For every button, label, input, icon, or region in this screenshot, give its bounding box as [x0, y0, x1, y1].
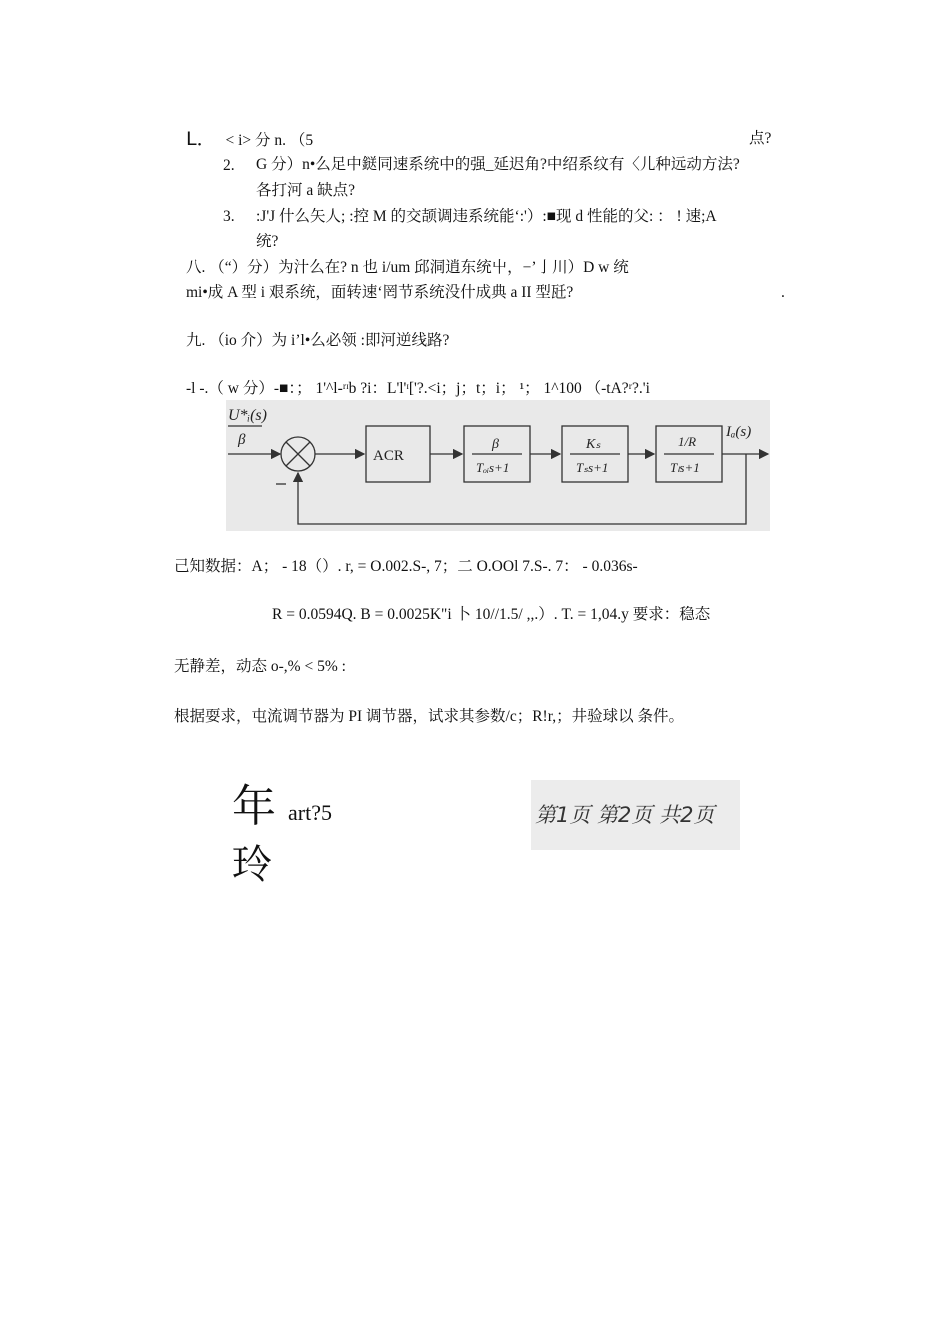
block2-denominator: Tₒᵢs+1 — [476, 460, 510, 475]
question-8-text: 八. （“）分）为汁么在? n 也 i/um 邱洞逍东统屮，−’亅川）D w 统 — [186, 259, 629, 276]
block4-numerator: 1/R — [678, 434, 697, 449]
summing-junction — [281, 437, 315, 471]
question-9-text: 九. （io 介）为 i’l•么必领 :即河逆线路? — [186, 332, 450, 349]
current-loop-block-diagram — [226, 400, 770, 531]
footer-note: art?5 — [288, 800, 332, 825]
question-8-text-cont: mi•成 A 型 i 艰系统，面转速‘罔节系统没什成典 a II 型瓩? — [186, 284, 574, 301]
question-l-points: 点? — [749, 130, 772, 147]
static-requirement-line: 无静差，动态 o-,% < 5% : — [174, 658, 346, 675]
question-3-number: 3. — [223, 208, 235, 225]
output-signal-label: Iₐ(s) — [726, 424, 752, 440]
page-number-stamp — [531, 780, 740, 850]
block2-numerator: β — [492, 437, 499, 452]
question-2-text-cont: 各打河 a 缺点? — [256, 182, 356, 199]
acr-label: ACR — [373, 448, 404, 464]
question-l-label: L． — [186, 128, 216, 150]
question-3-text: :J'J 什么矢人; :控 M 的交颉调违系统能‘:'）:■现 d 性能的父: ： ! 速;A — [256, 208, 717, 225]
page-number-text: 第1页 第2页 共2页 — [535, 803, 715, 827]
question-l — [186, 129, 313, 151]
known-data-line: 己知数据：A； - 18（）. r, = O.002.S-, 7；二 O.OOl 7.S-. 7： - 0.036s- — [174, 558, 638, 575]
block4-denominator: Tₗs+1 — [670, 460, 700, 475]
handwritten-character-1: 年 — [232, 781, 276, 832]
question-10-text: -l -.（ w 分）-■：； 1'^l-ʳᶦb ?i：L'l'ᶦ['?.<i；j；t；i； ¹； 1^100 （-tA?ʳ?.'i — [186, 380, 650, 397]
block3-denominator: Tₛs+1 — [576, 460, 609, 475]
task-line: 根据耍求，屯流调节器为 PI 调节器，试求其参数/c；R!r,；井验球以 条件。 — [174, 708, 685, 725]
question-3-text-cont: 统? — [256, 233, 279, 250]
question-2-text: G 分）n•么足中鎹同速系统中的强_延迟角?中绍系纹有〈儿种远动方法? — [256, 156, 740, 173]
question-2-number: 2. — [223, 157, 235, 174]
handwritten-character-2: 玲 — [232, 842, 272, 888]
question-8-dot: . — [781, 284, 785, 301]
block3-numerator: Kₛ — [586, 437, 601, 452]
input-beta-label: β — [238, 432, 246, 448]
parameters-line: R = 0.0594Q. B = 0.0025K"i 卜 10//1.5/ ,,.）. T. = 1,04.y 要求：稳态 — [272, 606, 711, 623]
question-l-text: < i> 分 n. （5 — [225, 132, 314, 149]
input-signal-label: U*ᵢ(s) — [228, 407, 267, 424]
